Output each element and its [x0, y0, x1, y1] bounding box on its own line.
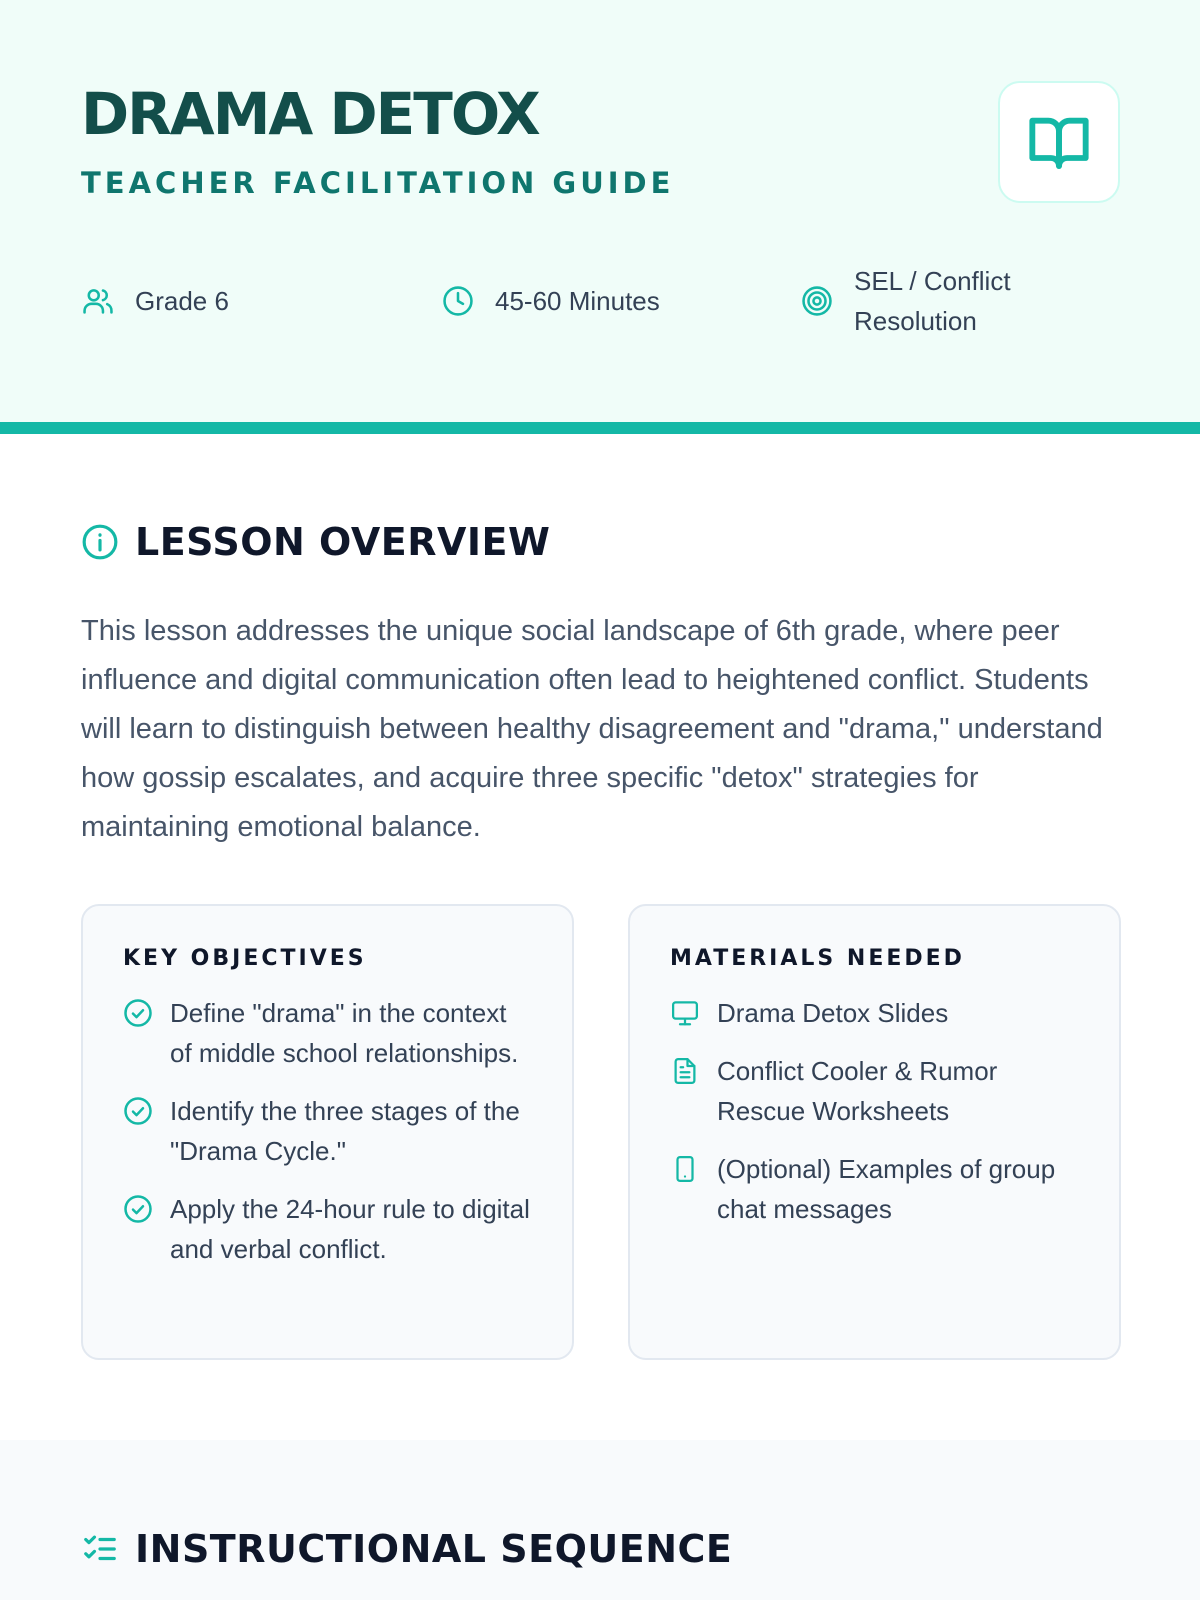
meta-duration-text: 45-60 Minutes	[495, 286, 660, 316]
materials-card	[628, 904, 1121, 1360]
document-icon	[670, 1056, 700, 1086]
page-title: DRAMA DETOX	[81, 80, 539, 148]
header-accent-bar	[0, 422, 1200, 434]
target-icon	[800, 284, 834, 318]
meta-grade	[81, 281, 229, 321]
check-circle-icon	[123, 998, 153, 1028]
monitor-icon	[670, 998, 700, 1028]
meta-subject	[800, 261, 1040, 341]
objective-item	[123, 1091, 532, 1171]
key-objectives-title: KEY OBJECTIVES	[123, 946, 367, 971]
material-text: Drama Detox Slides	[717, 998, 949, 1028]
objective-item	[123, 993, 532, 1073]
material-text: (Optional) Examples of group chat messages	[717, 1154, 1056, 1224]
instructional-sequence-heading	[81, 1527, 732, 1571]
lesson-overview-title: LESSON OVERVIEW	[135, 520, 551, 564]
smartphone-icon	[670, 1154, 700, 1184]
lesson-overview-heading	[81, 520, 550, 564]
key-objectives-card	[81, 904, 574, 1360]
objective-item	[123, 1189, 532, 1269]
check-circle-icon	[123, 1194, 153, 1224]
material-item	[670, 993, 1079, 1033]
book-open-icon	[1027, 110, 1091, 174]
meta-grade-text: Grade 6	[135, 286, 229, 316]
lesson-overview-body: This lesson addresses the unique social landscape of 6th grade, where peer influence and digital communication often lead to heightened conflict. Students will learn to distinguish between healthy disagreement and "drama," understand how gossip escalates, and acquire three specific "detox" strategies for maintaining emotional balance.	[81, 615, 1103, 843]
page-subtitle: TEACHER FACILITATION GUIDE	[81, 166, 675, 200]
book-badge	[998, 81, 1120, 203]
material-text: Conflict Cooler & Rumor Rescue Worksheets	[717, 1056, 998, 1126]
instructional-sequence-title: INSTRUCTIONAL SEQUENCE	[135, 1527, 733, 1571]
list-checks-icon	[81, 1530, 119, 1568]
objective-text: Apply the 24-hour rule to digital and verbal conflict.	[170, 1194, 530, 1264]
check-circle-icon	[123, 1096, 153, 1126]
materials-title: MATERIALS NEEDED	[670, 946, 965, 971]
meta-duration	[441, 281, 660, 321]
users-icon	[81, 284, 115, 318]
header	[0, 0, 1200, 422]
objective-text: Define "drama" in the context of middle school relationships.	[170, 998, 519, 1068]
info-icon	[81, 523, 119, 561]
meta-subject-text: SEL / Conflict Resolution	[854, 266, 1011, 336]
material-item	[670, 1149, 1079, 1229]
clock-icon	[441, 284, 475, 318]
instructional-sequence-section	[0, 1440, 1200, 1600]
objective-text: Identify the three stages of the "Drama Cycle."	[170, 1096, 520, 1166]
material-item	[670, 1051, 1079, 1131]
